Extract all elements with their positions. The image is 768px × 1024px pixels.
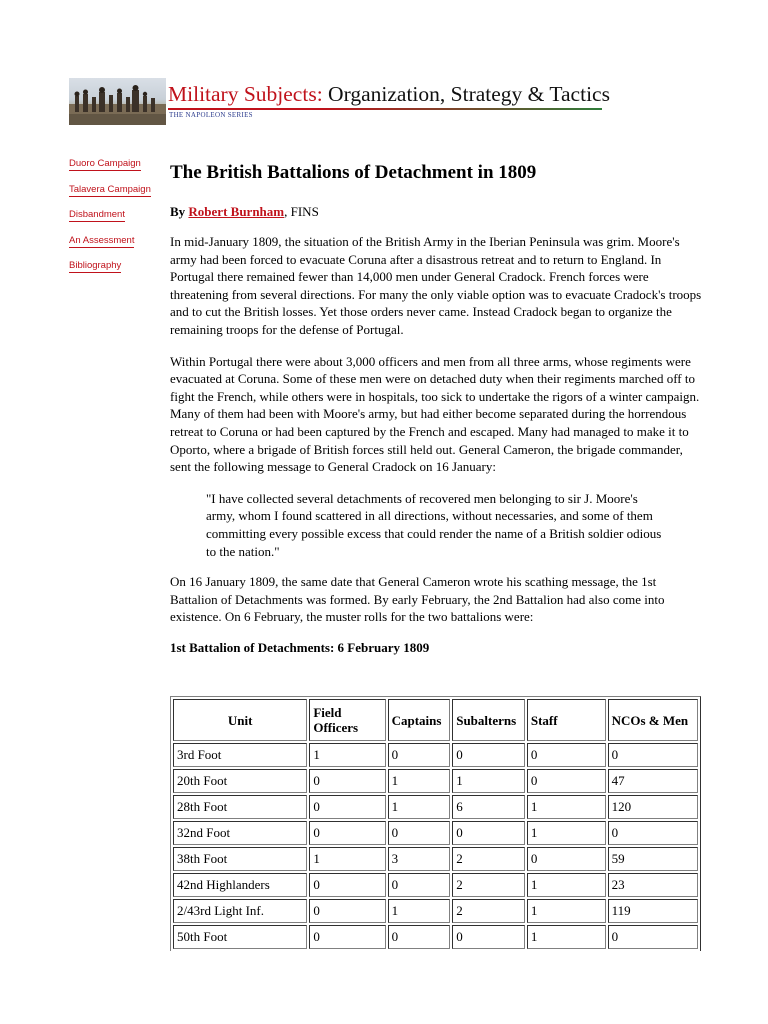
table-row <box>173 821 698 845</box>
site-title-part1: Military Subjects: <box>168 82 323 106</box>
table-body <box>173 743 698 949</box>
column-header-staff: Staff <box>527 699 606 741</box>
table-row <box>173 743 698 767</box>
site-subtitle: THE NAPOLEON SERIES <box>169 111 253 119</box>
site-title <box>168 82 610 106</box>
count-cell: 120 <box>608 795 698 819</box>
count-cell: 1 <box>309 847 385 871</box>
count-cell: 23 <box>608 873 698 897</box>
count-cell: 1 <box>527 795 606 819</box>
count-cell: 0 <box>452 925 525 949</box>
sidebar-link-duoro-campaign[interactable] <box>69 158 159 170</box>
sidebar-link-label: An Assessment <box>69 234 135 246</box>
byline-by: By <box>170 204 186 219</box>
paragraph-3: On 16 January 1809, the same date that General Cameron wrote his scathing message, the 1st Battalion of Detachments was formed. By early February, the 2nd Battalion had also come into existence. On 6 February, the muster rolls for the two battalions were: <box>170 574 665 625</box>
count-cell: 1 <box>527 821 606 845</box>
count-cell: 0 <box>452 821 525 845</box>
unit-cell: 42nd Highlanders <box>173 873 307 897</box>
count-cell: 0 <box>388 821 451 845</box>
count-cell: 1 <box>388 795 451 819</box>
cameron-quote: "I have collected several detachments of recovered men belonging to sir J. Moore's army, whom I found scattered in all directions, without necessaries, and some of them committing every possible excess that could render the name of a British soldier odious to the nation." <box>206 490 662 559</box>
paragraph-1: In mid-January 1809, the situation of the British Army in the Iberian Peninsula was grim. Moore's army had been forced to evacuate Coruna after a disastrous retreat and to return to England. In Portugal there remained fewer than 14,000 men under General Cradock. French forces were threatening from several directions. For many the only viable option was to evacuate Cradock's troops and to cut the British losses. Yet those orders never came. Instead Cradock began to organize the remaining troops for the defense of Portugal. <box>170 234 702 337</box>
count-cell: 0 <box>527 743 606 767</box>
paragraph-2: Within Portugal there were about 3,000 officers and men from all three arms, whose regiments were evacuated at Coruna. Some of these men were on detached duty when their regiments marched off to fight the French, while others were in hospitals, too sick to undertake the rigors of a winter campaign. Many of them had been with Moore's army, but had either become separated during the horrendous retreat to Coruna or had been captured by the French and escaped. Many had managed to make it to Oporto, where a brigade of British forces still held out. General Cameron, the brigade commander, sent the following message to General Cradock on 16 January: <box>170 353 700 475</box>
unit-cell: 32nd Foot <box>173 821 307 845</box>
unit-cell: 3rd Foot <box>173 743 307 767</box>
count-cell: 3 <box>388 847 451 871</box>
table-header-row <box>173 699 698 741</box>
count-cell: 0 <box>608 743 698 767</box>
count-cell: 0 <box>309 925 385 949</box>
count-cell: 1 <box>388 899 451 923</box>
site-title-part2: Organization, Strategy & Tactics <box>322 82 610 106</box>
column-header-subalterns: Subalterns <box>452 699 525 741</box>
sidebar-link-label: Duoro Campaign <box>69 158 141 169</box>
sidebar-link-bibliography[interactable] <box>69 260 159 272</box>
unit-cell: 28th Foot <box>173 795 307 819</box>
napoleon-painting-image <box>69 78 166 125</box>
count-cell: 47 <box>608 769 698 793</box>
count-cell: 0 <box>309 769 385 793</box>
sidebar-link-an-assessment[interactable] <box>69 235 159 247</box>
count-cell: 6 <box>452 795 525 819</box>
sidebar-link-label: Talavera Campaign <box>69 183 151 195</box>
count-cell: 0 <box>309 821 385 845</box>
count-cell: 0 <box>452 743 525 767</box>
sidebar-nav <box>69 158 159 286</box>
count-cell: 0 <box>608 925 698 949</box>
count-cell: 1 <box>309 743 385 767</box>
count-cell: 0 <box>608 821 698 845</box>
unit-cell: 20th Foot <box>173 769 307 793</box>
count-cell: 0 <box>309 899 385 923</box>
count-cell: 0 <box>309 873 385 897</box>
column-header-unit: Unit <box>173 699 307 741</box>
count-cell: 1 <box>527 925 606 949</box>
table-row <box>173 899 698 923</box>
count-cell: 0 <box>388 873 451 897</box>
count-cell: 119 <box>608 899 698 923</box>
unit-cell: 2/43rd Light Inf. <box>173 899 307 923</box>
table-title: 1st Battalion of Detachments: 6 February 1809 <box>170 639 430 655</box>
count-cell: 1 <box>527 899 606 923</box>
count-cell: 0 <box>527 769 606 793</box>
sidebar-link-disbandment[interactable] <box>69 209 159 221</box>
count-cell: 0 <box>388 743 451 767</box>
site-banner <box>69 78 610 126</box>
count-cell: 2 <box>452 899 525 923</box>
table-row <box>173 847 698 871</box>
sidebar-link-label: Disbandment <box>69 209 125 221</box>
author-link[interactable]: Robert Burnham <box>188 204 285 219</box>
table-row <box>173 769 698 793</box>
unit-cell: 50th Foot <box>173 925 307 949</box>
article-body <box>170 161 704 656</box>
count-cell: 59 <box>608 847 698 871</box>
column-header-field-officers: Field Officers <box>309 699 385 741</box>
banner-rule <box>168 108 602 110</box>
count-cell: 2 <box>452 873 525 897</box>
count-cell: 1 <box>452 769 525 793</box>
unit-cell: 38th Foot <box>173 847 307 871</box>
table-row <box>173 795 698 819</box>
count-cell: 2 <box>452 847 525 871</box>
column-header-captains: Captains <box>388 699 451 741</box>
byline <box>170 204 704 220</box>
article-title: The British Battalions of Detachment in 1809 <box>170 162 537 183</box>
author-suffix: , FINS <box>284 204 319 219</box>
count-cell: 0 <box>527 847 606 871</box>
table-row <box>173 925 698 949</box>
muster-roll-table <box>170 696 701 951</box>
sidebar-link-label: Bibliography <box>69 260 122 272</box>
table-row <box>173 873 698 897</box>
count-cell: 0 <box>309 795 385 819</box>
count-cell: 1 <box>388 769 451 793</box>
column-header-ncos-men: NCOs & Men <box>608 699 698 741</box>
count-cell: 0 <box>388 925 451 949</box>
count-cell: 1 <box>527 873 606 897</box>
sidebar-link-talavera-campaign[interactable] <box>69 184 159 196</box>
